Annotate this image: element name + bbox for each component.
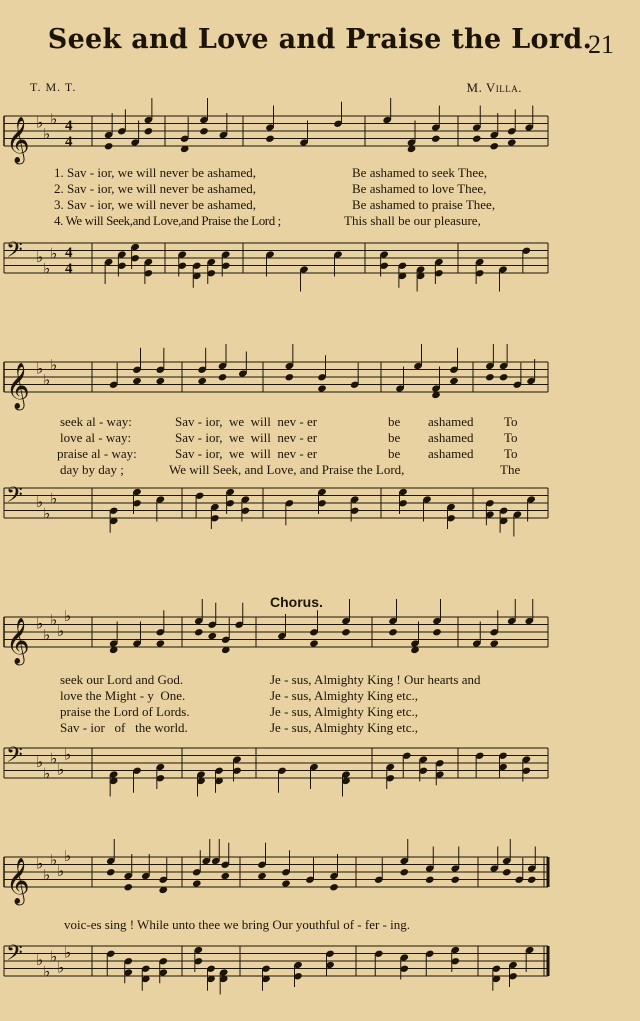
verse-3-line-2a: praise al - way:	[57, 446, 137, 461]
note-head	[507, 138, 517, 146]
verse-1-line-2b: Sav - ior, we will nev - er	[175, 414, 318, 429]
note-head	[485, 373, 495, 381]
notes	[6, 98, 537, 995]
flat-sign: ♭	[64, 849, 72, 865]
verse-4-line-3: Sav - ior of the world.	[60, 720, 188, 735]
verse-2-line-2c: be	[388, 430, 401, 445]
flat-sign: ♭	[50, 852, 58, 869]
flat-sign: ♭	[50, 491, 58, 508]
flat-sign: ♭	[36, 115, 44, 132]
verse-2-line-1: 2. Sav - ior, we will never be ashamed,	[54, 181, 257, 196]
note-head	[197, 377, 207, 385]
note-head	[257, 872, 267, 880]
note-head	[329, 883, 339, 891]
note-head	[194, 628, 204, 636]
flat-sign: ♭	[43, 964, 51, 981]
verse-3-line-1-end: Be ashamed to praise Thee,	[352, 197, 496, 212]
verse-3-line-2d: ashamed	[428, 446, 474, 461]
flat-sign: ♭	[64, 747, 72, 764]
flat-sign: ♭	[50, 246, 58, 263]
bass-clef: 𝄢	[6, 941, 23, 971]
flat-sign: ♭	[36, 361, 44, 378]
note-head	[199, 127, 209, 135]
note-head	[489, 142, 499, 150]
verse-3-line-2b: Sav - ior, we will nev - er	[175, 446, 318, 461]
verse-4-line-3-end: Je - sus, Almighty King etc.,	[270, 720, 419, 735]
note-head	[341, 628, 351, 636]
verse-1-line-2c: be	[388, 414, 401, 429]
flat-sign: ♭	[50, 111, 58, 128]
treble-clef: 𝄞	[6, 117, 30, 163]
note-head	[156, 377, 166, 385]
staves	[4, 116, 548, 976]
flat-sign: ♭	[43, 506, 51, 523]
verse-1-line-1: 1. Sav - ior, we will never be ashamed,	[54, 165, 257, 180]
verse-1-line-2d: ashamed	[428, 414, 474, 429]
flat-sign: ♭	[57, 762, 65, 779]
verse-2-line-3-end: Je - sus, Almighty King etc.,	[270, 688, 419, 703]
note-head	[489, 639, 499, 647]
flat-sign: ♭	[50, 357, 58, 374]
treble-clef: 𝄞	[6, 858, 30, 904]
note-head	[317, 384, 327, 392]
note-head	[207, 632, 217, 640]
lyricist-credit: T. M. T.	[30, 80, 77, 94]
note-head	[192, 879, 202, 887]
flat-sign: ♭	[57, 624, 65, 640]
page-number: 21	[588, 30, 614, 59]
verse-1-line-3-end: Je - sus, Almighty King ! Our hearts and	[270, 672, 481, 687]
note-head	[450, 876, 460, 884]
flat-sign: ♭	[64, 945, 72, 962]
verse-1-line-1-end: Be ashamed to seek Thee,	[352, 165, 488, 180]
flat-sign: ♭	[43, 867, 51, 884]
flat-sign: ♭	[43, 261, 51, 278]
note-head	[123, 883, 133, 891]
note-head	[106, 868, 116, 876]
flat-sign: ♭	[64, 609, 72, 625]
verse-3-line-1: 3. Sav - ior, we will never be ashamed,	[54, 197, 257, 212]
flat-sign: ♭	[43, 766, 51, 783]
verse-4-line-2b: We will Seek, and Love, and Praise the Lord,	[169, 462, 405, 477]
flat-sign: ♭	[36, 250, 44, 266]
verse-1-line-2a: seek al - way:	[60, 414, 132, 429]
verse-3-line-2e: To	[504, 446, 518, 461]
verse-4-line-2e: The	[500, 462, 521, 477]
note-head	[425, 876, 435, 884]
flat-sign: ♭	[43, 372, 51, 389]
bass-clef: 𝄢	[6, 238, 23, 268]
verse-3-line-3: praise the Lord of Lords.	[60, 704, 190, 719]
note-head	[218, 373, 228, 381]
verse-2-line-2d: ashamed	[428, 430, 474, 445]
flat-sign: ♭	[50, 612, 58, 629]
flat-sign: ♭	[50, 949, 58, 966]
verse-3-line-3-end: Je - sus, Almighty King etc.,	[270, 704, 419, 719]
verse-1-line-2e: To	[504, 414, 518, 429]
chorus-label: Chorus.	[270, 594, 323, 610]
verse-4-line-2a: day by day ;	[60, 462, 124, 477]
flat-sign: ♭	[36, 495, 44, 511]
verse-2-line-3: love the Might - y One.	[60, 688, 186, 703]
time-signature-bottom: 4	[65, 261, 73, 277]
page-title: Seek and Love and Praise the Lord.	[47, 24, 593, 55]
bass-clef: 𝄢	[6, 483, 23, 513]
note-head	[265, 135, 275, 143]
verse-4-line-1: 4. We will Seek,and Love,and Praise the Lord ;	[54, 213, 281, 228]
note-head	[285, 373, 295, 381]
note-head	[132, 377, 142, 385]
flat-sign: ♭	[36, 755, 44, 771]
note-head	[156, 639, 166, 647]
note-head	[399, 868, 409, 876]
flat-sign: ♭	[36, 953, 44, 969]
flat-sign: ♭	[43, 627, 51, 644]
verse-3-line-2c: be	[388, 446, 401, 461]
note-head	[502, 868, 512, 876]
verse-1-line-3: seek our Lord and God.	[60, 672, 184, 687]
note-head	[144, 127, 154, 135]
note-head	[104, 142, 114, 150]
time-signature-bottom: 4	[65, 134, 73, 150]
note-head	[431, 135, 441, 143]
flat-sign: ♭	[57, 864, 65, 880]
verse-2-line-1-end: Be ashamed to love Thee,	[352, 181, 487, 196]
note-head	[527, 876, 537, 884]
flat-sign: ♭	[36, 616, 44, 633]
refrain-lyric: voic-es sing ! While unto thee we bring Our youthful of - fer - ing.	[64, 917, 410, 932]
verse-2-line-2b: Sav - ior, we will nev - er	[175, 430, 318, 445]
note-head	[220, 872, 230, 880]
composer-credit: M. Villa.	[466, 80, 522, 95]
note-head	[432, 628, 442, 636]
treble-clef: 𝄞	[6, 618, 30, 664]
verse-2-line-2e: To	[504, 430, 518, 445]
time-signature-top: 4	[65, 118, 73, 134]
note-head	[449, 377, 459, 385]
verse-2-line-2a: love al - way:	[60, 430, 132, 445]
note-head	[281, 879, 291, 887]
verse-4-line-1-end: This shall be our pleasure,	[344, 213, 481, 228]
flat-sign: ♭	[50, 751, 58, 768]
time-signature-top: 4	[65, 245, 73, 261]
bass-clef: 𝄢	[6, 743, 23, 773]
note-head	[388, 628, 398, 636]
treble-clef: 𝄞	[6, 363, 30, 409]
flat-sign: ♭	[43, 126, 51, 143]
note-head	[499, 373, 509, 381]
note-head	[472, 135, 482, 143]
flat-sign: ♭	[36, 856, 44, 873]
flat-sign: ♭	[57, 960, 65, 977]
note-head	[309, 639, 319, 647]
